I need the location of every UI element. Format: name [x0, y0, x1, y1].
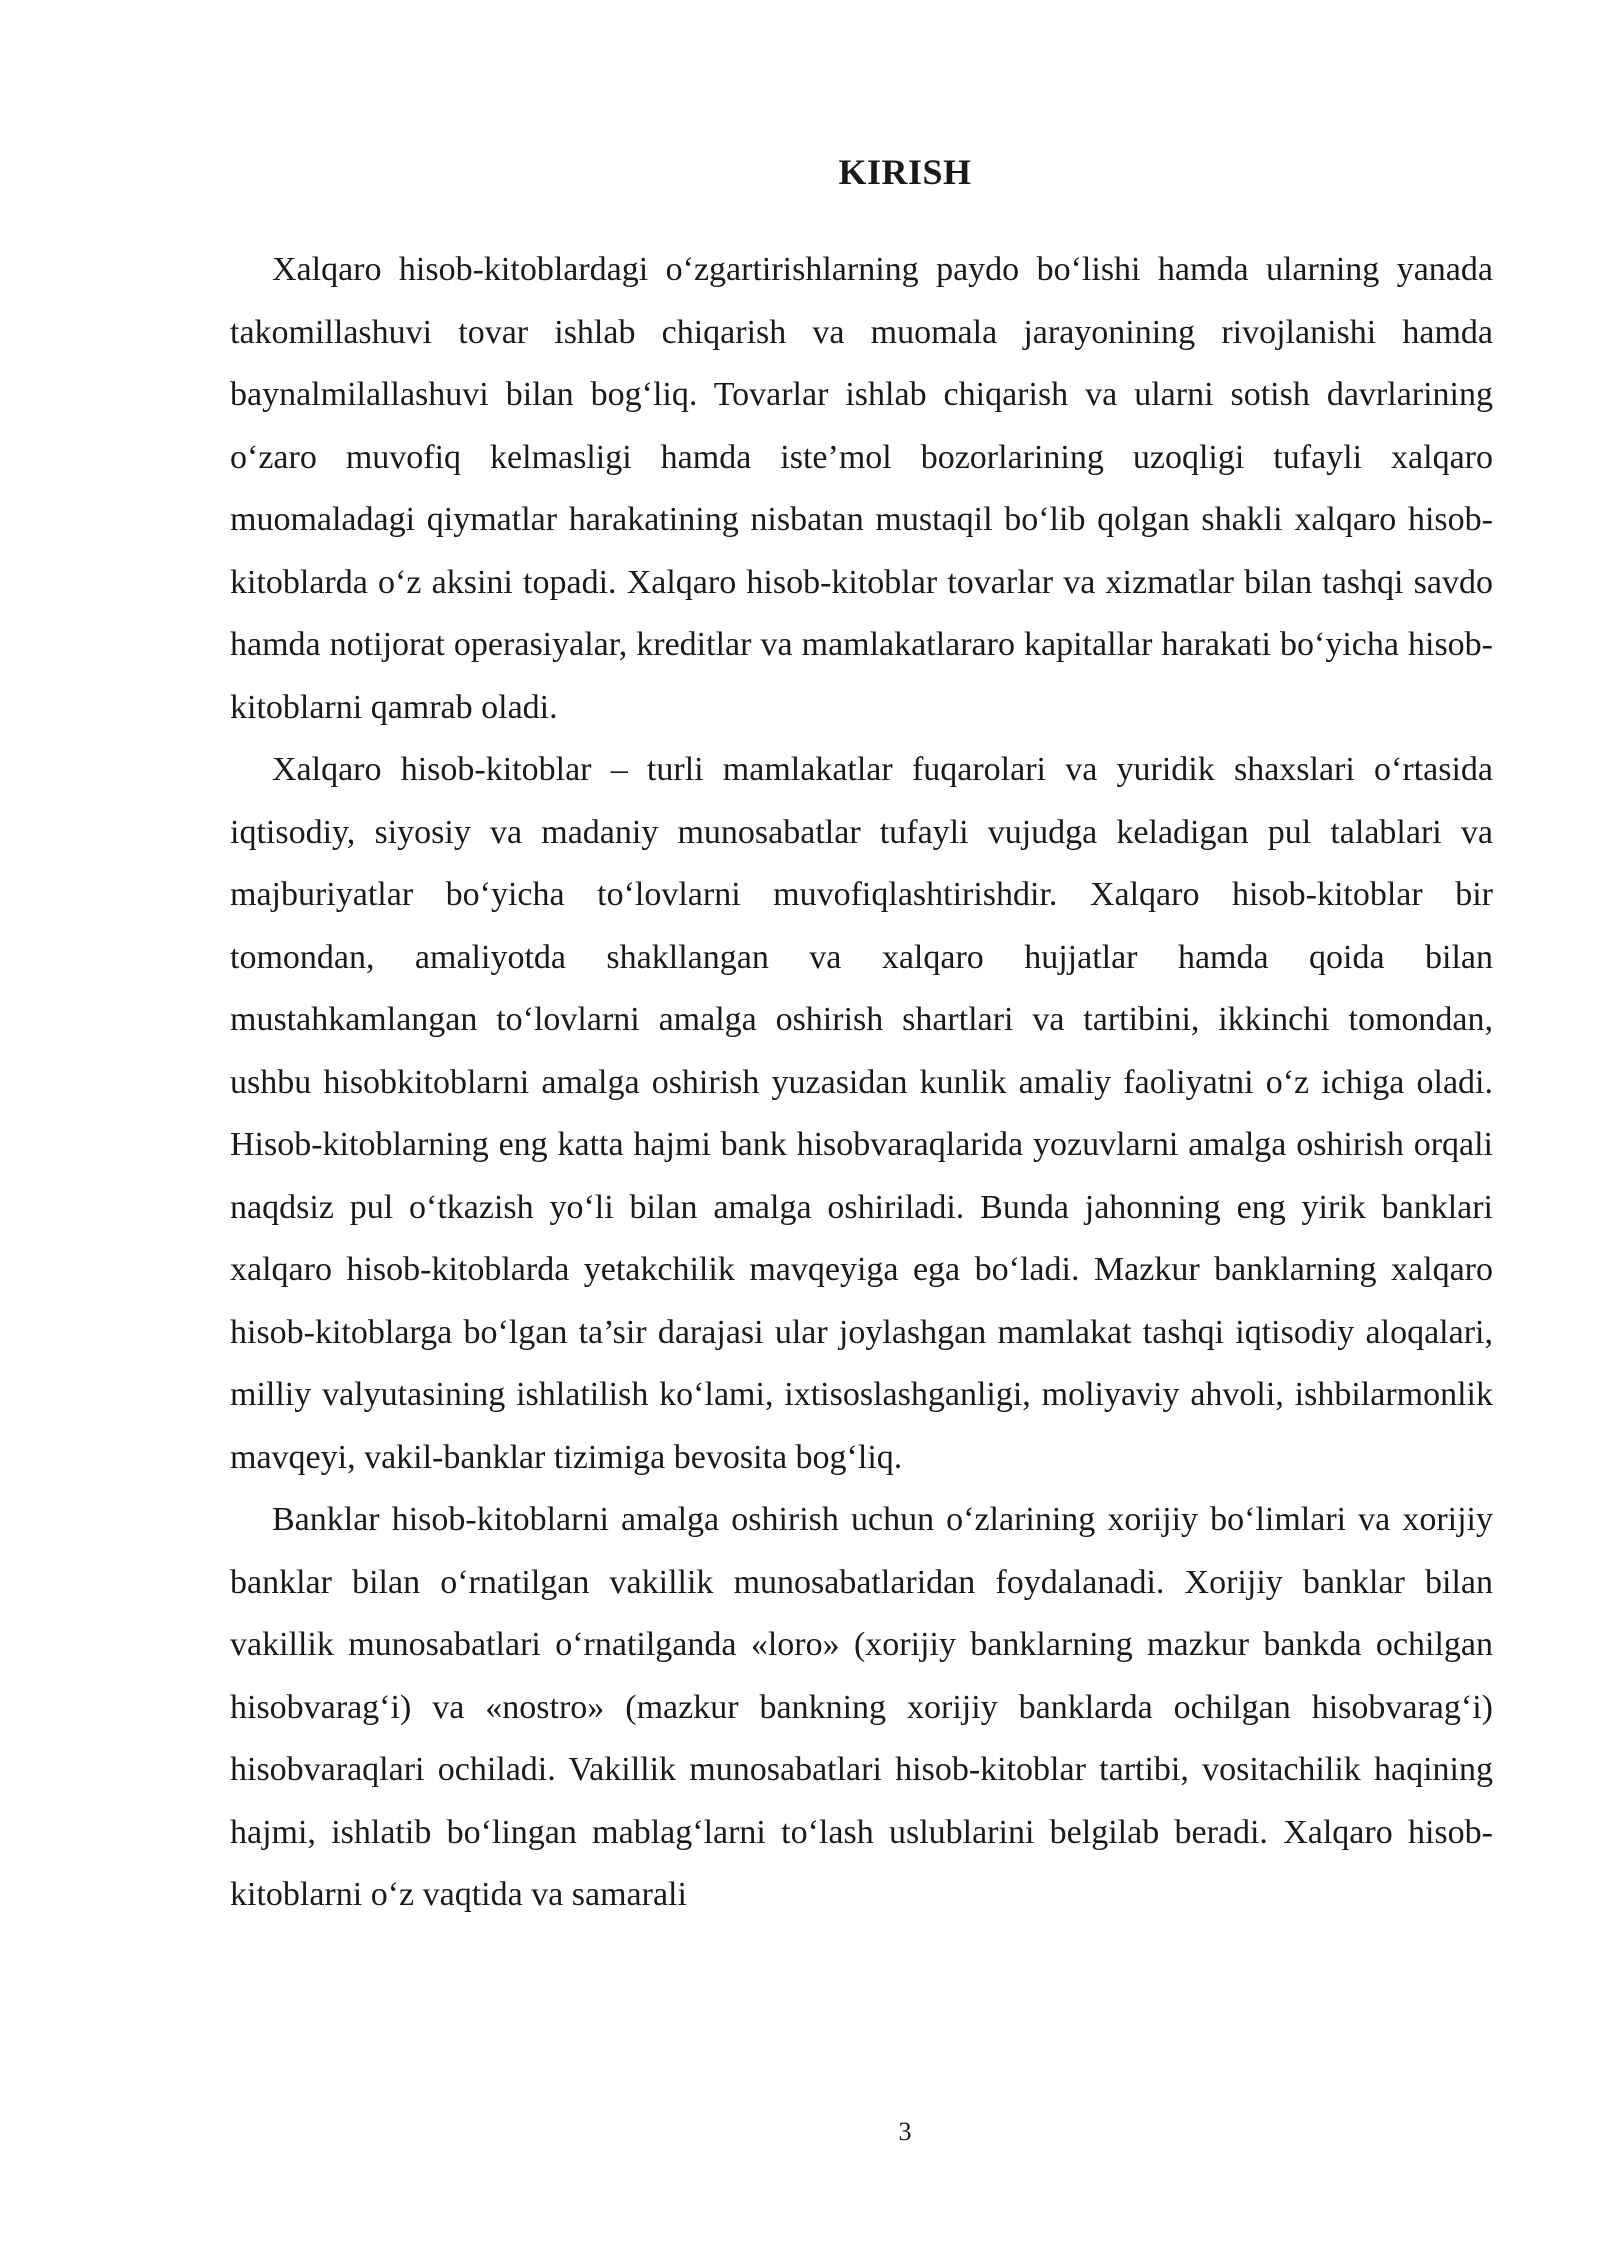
paragraph-1: Xalqaro hisob-kitoblardagi o‘zgartirishlarning paydo bo‘lishi hamda ularning yanada takomillashuvi tovar ishlab chiqarish va muomala jarayonining rivojlanishi hamda baynalmilallashuvi bilan bog‘liq. Tovarlar ishlab chiqarish va ularni sotish davrlarining o‘zaro muvofiq kelmasligi hamda iste’mol bozorlarining uzoqligi tufayli xalqaro muomaladagi qiymatlar harakatining nisbatan mustaqil bo‘lib qolgan shakli xalqaro hisob-kitoblarda o‘z aksini topadi. Xalqaro hisob-kitoblar tovarlar va xizmatlar bilan tashqi savdo hamda notijorat operasiyalar, kreditlar va mamlakatlararo kapitallar harakati bo‘yicha hisob-kitoblarni qamrab oladi.	[230, 251, 1493, 726]
page-number: 3	[898, 2117, 912, 2146]
paragraph-2: Xalqaro hisob-kitoblar – turli mamlakatlar fuqarolari va yuridik shaxslari o‘rtasida iqtisodiy, siyosiy va madaniy munosabatlar tufayli vujudga keladigan pul talablari va majburiyatlar bo‘yicha to‘lovlarni muvofiqlashtirishdir. Xalqaro hisob-kitoblar bir tomondan, amaliyotda shakllangan va xalqaro hujjatlar hamda qoida bilan mustahkamlangan to‘lovlarni amalga oshirish shartlari va tartibini, ikkinchi tomondan, ushbu hisobkitoblarni amalga oshirish yuzasidan kunlik amaliy faoliyatni o‘z ichiga oladi. Hisob-kitoblarning eng katta hajmi bank hisobvaraqlarida yozuvlarni amalga oshirish orqali naqdsiz pul o‘tkazish yo‘li bilan amalga oshiriladi. Bunda jahonning eng yirik banklari xalqaro hisob-kitoblarda yetakchilik mavqeyiga ega bo‘ladi. Mazkur banklarning xalqaro hisob-kitoblarga bo‘lgan ta’sir darajasi ular joylashgan mamlakat tashqi iqtisodiy aloqalari, milliy valyutasining ishlatilish ko‘lami, ixtisoslashganligi, moliyaviy ahvoli, ishbilarmonlik mavqeyi, vakil-banklar tizimiga bevosita bog‘liq.	[230, 751, 1493, 1476]
body-text	[230, 239, 1493, 1927]
page-title: KIRISH	[838, 152, 972, 192]
paragraph-3: Banklar hisob-kitoblarni amalga oshirish uchun o‘zlarining xorijiy bo‘limlari va xorijiy banklar bilan o‘rnatilgan vakillik munosabatlaridan foydalanadi. Xorijiy banklar bilan vakillik munosabatlari o‘rnatilganda «loro» (xorijiy banklarning mazkur bankda ochilgan hisobvarag‘i) va «nostro» (mazkur bankning xorijiy banklarda ochilgan hisobvarag‘i) hisobvaraqlari ochiladi. Vakillik munosabatlari hisob-kitoblar tartibi, vositachilik haqining hajmi, ishlatib bo‘lingan mablag‘larni to‘lash uslublarini belgilab beradi. Xalqaro hisob-kitoblarni o‘z vaqtida va samarali	[230, 1501, 1493, 1913]
